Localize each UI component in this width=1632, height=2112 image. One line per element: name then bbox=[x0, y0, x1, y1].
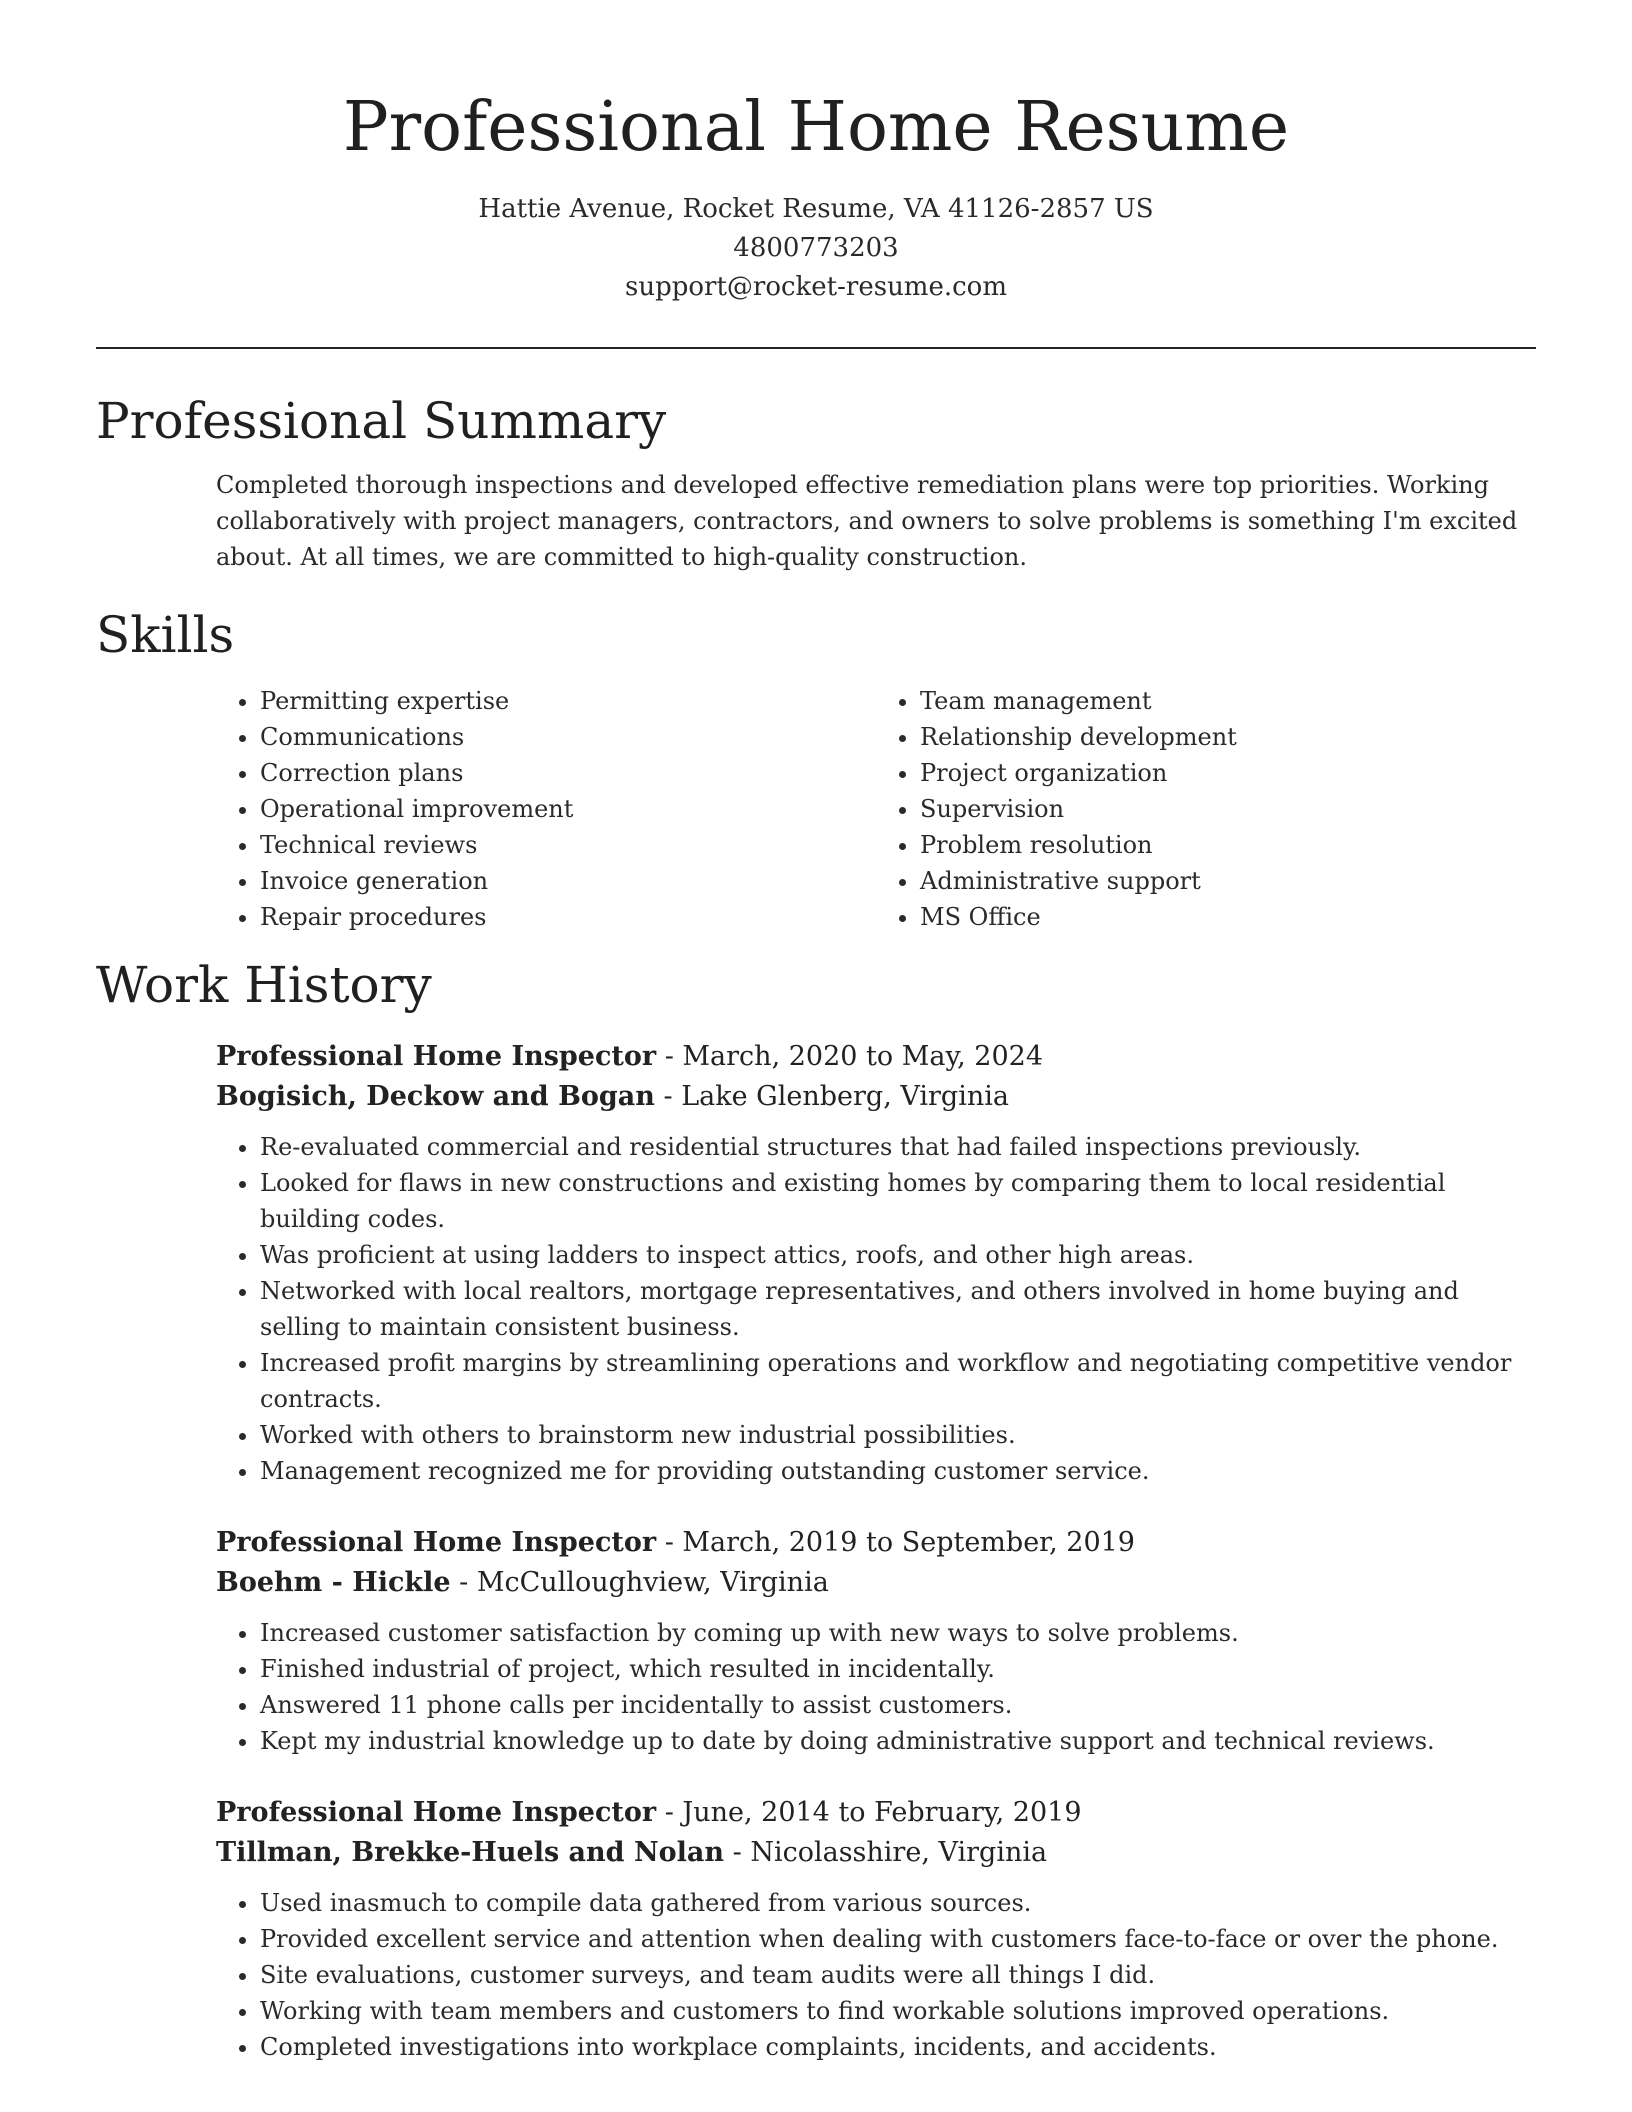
skill-item: • Correction plans bbox=[260, 755, 876, 791]
work-history-heading: Work History bbox=[96, 956, 432, 1014]
job-title: Professional Home Inspector bbox=[216, 1797, 657, 1828]
summary-section bbox=[96, 389, 1536, 575]
skills-section bbox=[96, 603, 1536, 935]
job-entry bbox=[216, 1523, 1536, 1759]
company-location: McCulloughview, Virginia bbox=[476, 1567, 829, 1598]
job-bullet: • Completed investigations into workplace complaints, incidents, and accidents. bbox=[260, 2029, 1536, 2065]
skill-item: • Repair procedures bbox=[260, 899, 876, 935]
job-bullet: • Used inasmuch to compile data gathered from various sources. bbox=[260, 1885, 1536, 1921]
skills-grid bbox=[216, 683, 1536, 935]
company-name: Boehm - Hickle bbox=[216, 1567, 451, 1598]
job-entry bbox=[216, 1793, 1536, 2065]
job-title-line bbox=[216, 1793, 1536, 1833]
job-bullets bbox=[216, 1885, 1536, 2065]
skill-item: • Supervision bbox=[920, 791, 1536, 827]
skills-heading: Skills bbox=[96, 606, 235, 664]
job-bullet: • Provided excellent service and attention when dealing with customers face-to-face or over the phone. bbox=[260, 1921, 1536, 1957]
separator: - bbox=[724, 1837, 751, 1868]
email-address: support@rocket-resume.com bbox=[624, 272, 1007, 302]
job-entry bbox=[216, 1037, 1536, 1489]
job-title: Professional Home Inspector bbox=[216, 1527, 657, 1558]
job-bullet: • Was proficient at using ladders to inspect attics, roofs, and other high areas. bbox=[260, 1237, 1536, 1273]
company-name: Bogisich, Deckow and Bogan bbox=[216, 1081, 655, 1112]
summary-heading: Professional Summary bbox=[96, 392, 667, 450]
job-bullets bbox=[216, 1129, 1536, 1489]
skill-item: • Permitting expertise bbox=[260, 683, 876, 719]
job-bullet: • Management recognized me for providing outstanding customer service. bbox=[260, 1453, 1536, 1489]
separator: - bbox=[450, 1567, 477, 1598]
job-bullet: • Re-evaluated commercial and residential structures that had failed inspections previously. bbox=[260, 1129, 1536, 1165]
company-line bbox=[216, 1563, 1536, 1603]
skill-item: • MS Office bbox=[920, 899, 1536, 935]
skill-item: • Problem resolution bbox=[920, 827, 1536, 863]
company-location: Lake Glenberg, Virginia bbox=[681, 1081, 1009, 1112]
job-bullet: • Answered 11 phone calls per incidentally to assist customers. bbox=[260, 1687, 1536, 1723]
job-bullet: • Site evaluations, customer surveys, and team audits were all things I did. bbox=[260, 1957, 1536, 1993]
skill-item: • Communications bbox=[260, 719, 876, 755]
company-location: Nicolasshire, Virginia bbox=[750, 1837, 1048, 1868]
job-bullet: • Networked with local realtors, mortgage representatives, and others involved in home buying and selling to maintain consistent business. bbox=[260, 1273, 1536, 1345]
skills-list-right bbox=[876, 683, 1536, 935]
skills-list-left bbox=[216, 683, 876, 935]
skill-item: • Operational improvement bbox=[260, 791, 876, 827]
job-dates: June, 2014 to February, 2019 bbox=[682, 1797, 1082, 1828]
job-title-line bbox=[216, 1523, 1536, 1563]
job-bullet: • Worked with others to brainstorm new industrial possibilities. bbox=[260, 1417, 1536, 1453]
skill-item: • Administrative support bbox=[920, 863, 1536, 899]
skill-item: • Team management bbox=[920, 683, 1536, 719]
job-bullet: • Finished industrial of project, which resulted in incidentally. bbox=[260, 1651, 1536, 1687]
contact-info bbox=[96, 190, 1536, 307]
company-line bbox=[216, 1833, 1536, 1873]
work-history-section bbox=[96, 953, 1536, 2065]
skill-item: • Invoice generation bbox=[260, 863, 876, 899]
separator: - bbox=[656, 1797, 683, 1828]
summary-text: Completed thorough inspections and developed effective remediation plans were top priorities. Working collaboratively with project managers, contractors, and owners to solve problems is something I'm excited about. At all times, we are committed to high-quality construction. bbox=[216, 471, 1518, 571]
separator: - bbox=[654, 1081, 682, 1112]
company-name: Tillman, Brekke-Huels and Nolan bbox=[216, 1837, 725, 1868]
company-line bbox=[216, 1077, 1536, 1117]
job-dates: March, 2019 to September, 2019 bbox=[682, 1527, 1135, 1558]
resume-title: Professional Home Resume bbox=[342, 88, 1290, 167]
job-bullet: • Working with team members and customers to find workable solutions improved operations. bbox=[260, 1993, 1536, 2029]
phone-number: 4800773203 bbox=[733, 233, 899, 263]
job-bullet: • Looked for flaws in new constructions and existing homes by comparing them to local residential building codes. bbox=[260, 1165, 1536, 1237]
job-bullet: • Kept my industrial knowledge up to date by doing administrative support and technical reviews. bbox=[260, 1723, 1536, 1759]
skill-item: • Relationship development bbox=[920, 719, 1536, 755]
separator: - bbox=[656, 1527, 683, 1558]
job-bullet: • Increased customer satisfaction by coming up with new ways to solve problems. bbox=[260, 1615, 1536, 1651]
header-divider bbox=[96, 347, 1536, 349]
job-bullets bbox=[216, 1615, 1536, 1759]
job-bullet: • Increased profit margins by streamlining operations and workflow and negotiating competitive vendor contracts. bbox=[260, 1345, 1536, 1417]
skill-item: • Project organization bbox=[920, 755, 1536, 791]
resume-page bbox=[96, 0, 1536, 2112]
separator: - bbox=[656, 1041, 683, 1072]
resume-header bbox=[96, 0, 1536, 307]
job-title: Professional Home Inspector bbox=[216, 1041, 657, 1072]
job-title-line bbox=[216, 1037, 1536, 1077]
job-dates: March, 2020 to May, 2024 bbox=[682, 1041, 1044, 1072]
skill-item: • Technical reviews bbox=[260, 827, 876, 863]
address: Hattie Avenue, Rocket Resume, VA 41126-2857 US bbox=[478, 194, 1154, 224]
